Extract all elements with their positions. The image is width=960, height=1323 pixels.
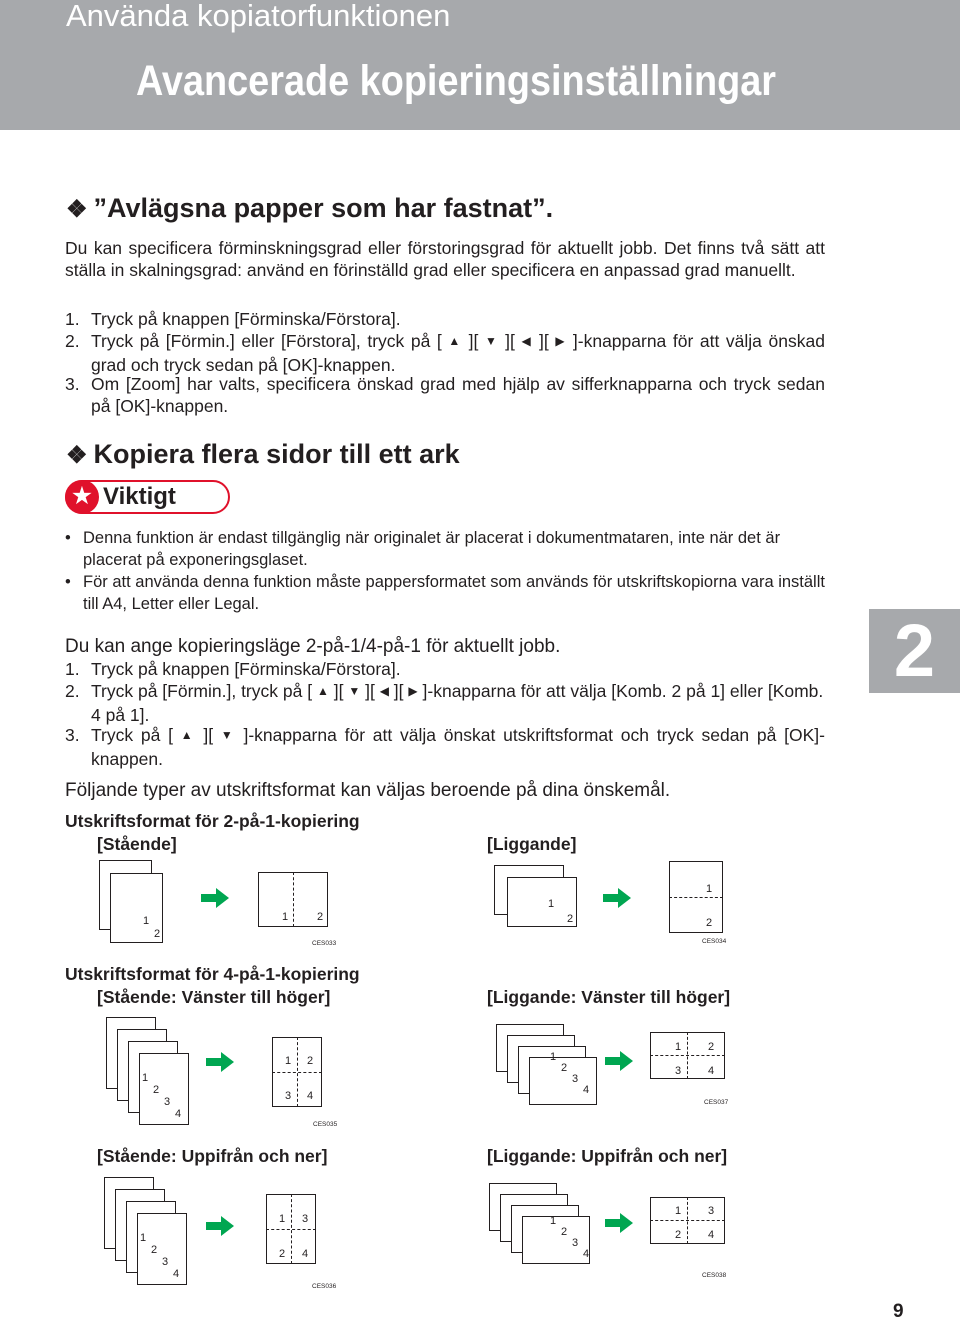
- format2-title: Utskriftsformat för 2-på-1-kopiering: [65, 811, 360, 831]
- figure-code: CES033: [312, 940, 337, 947]
- label-landscape-lr: [Liggande: Vänster till höger]: [487, 987, 731, 1007]
- right-arrow-icon: ▶: [408, 684, 418, 698]
- section1-step-1: 1. Tryck på knappen [Förminska/Förstora].: [65, 309, 401, 329]
- arrow-right-icon: [603, 888, 631, 908]
- format4-title: Utskriftsformat för 4-på-1-kopiering: [65, 964, 360, 984]
- up-arrow-icon: ▲: [180, 728, 196, 742]
- section2-step-3: 3. Tryck på [ ▲ ][ ▼ ]-knapparna för att välja önskat utskriftsformat och tryck sedan på [OK]-knappen.: [65, 725, 825, 769]
- arrow-right-icon: [201, 888, 229, 908]
- section2-step-1: 1. Tryck på knappen [Förminska/Förstora].: [65, 659, 401, 679]
- section1-step-3: 3. Om [Zoom] har valts, specificera önskad grad med hjälp av sifferknapparna och tryck sedan på [OK]-knappen.: [65, 374, 825, 416]
- label-landscape: [Liggande]: [487, 834, 577, 854]
- arrow-right-icon: [206, 1052, 234, 1072]
- figure-code: CES034: [702, 938, 727, 945]
- section-heading-paper-jam: ❖ ”Avlägsna papper som har fastnat”.: [66, 193, 554, 223]
- arrow-right-icon: [605, 1051, 633, 1071]
- left-arrow-icon: ◀: [521, 334, 533, 348]
- arrow-right-icon: [206, 1216, 234, 1236]
- up-arrow-icon: ▲: [316, 684, 329, 698]
- up-arrow-icon: ▲: [448, 334, 463, 348]
- section2-step-2: 2. Tryck på [Förmin.], tryck på [ ▲ ][ ▼ ][ ◀ ][ ▶ ]-knapparna för att välja [Komb. 2 på 1] eller [Komb. 4 på 1].: [65, 681, 824, 725]
- page-header: [0, 0, 960, 130]
- original-sheet: [137, 1213, 187, 1285]
- diamond-icon: ❖: [66, 442, 88, 469]
- following-text: Följande typer av utskriftsformat kan väljas beroende på dina önskemål.: [65, 780, 671, 801]
- figure-code: CES037: [704, 1099, 729, 1106]
- down-arrow-icon: ▼: [484, 334, 499, 348]
- label-portrait-tb: [Stående: Uppifrån och ner]: [97, 1146, 328, 1166]
- important-label: ★ Viktigt: [65, 480, 230, 514]
- right-arrow-icon: ▶: [555, 334, 567, 348]
- label-portrait: [Stående]: [97, 834, 177, 854]
- down-arrow-icon: ▼: [348, 684, 361, 698]
- figure-code: CES035: [313, 1121, 338, 1128]
- original-sheet: [139, 1053, 189, 1125]
- arrow-right-icon: [605, 1213, 633, 1233]
- important-bullet-2: • För att använda denna funktion måste pappersformatet som används för utskriftskopiorna vara inställt till A4, Letter eller Legal.: [65, 573, 825, 613]
- diamond-icon: ❖: [66, 196, 88, 223]
- down-arrow-icon: ▼: [220, 728, 236, 742]
- section-heading-combine: ❖ Kopiera flera sidor till ett ark: [66, 439, 460, 469]
- section1-intro: Du kan specificera förminskningsgrad eller förstoringsgrad för aktuellt jobb. Det finns två sätt att ställa in skalningsgrad: använd en förinställd grad eller specificera en anpassad grad manuellt.: [65, 238, 825, 280]
- page-title: Avancerade kopieringsinställningar: [136, 57, 776, 105]
- label-portrait-lr: [Stående: Vänster till höger]: [97, 987, 331, 1007]
- chapter-tab: 2: [869, 609, 960, 693]
- label-landscape-tb: [Liggande: Uppifrån och ner]: [487, 1146, 728, 1166]
- section1-step-2: 2. Tryck på [Förmin.] eller [Förstora], tryck på [ ▲ ][ ▼ ][ ◀ ][ ▶ ]-knapparna för att välja önskad grad och tryck sedan på [OK]-knappen.: [65, 331, 825, 375]
- figure-code: CES038: [702, 1272, 727, 1279]
- left-arrow-icon: ◀: [379, 684, 389, 698]
- important-bullet-1: • Denna funktion är endast tillgänglig när originalet är placerat i dokumentmataren, inte när det är placerat på exponeringsglaset.: [65, 529, 781, 569]
- star-icon: ★: [65, 480, 99, 514]
- chapter-title: Använda kopiatorfunktionen: [66, 0, 451, 33]
- section2-intro: Du kan ange kopieringsläge 2-på-1/4-på-1 för aktuellt jobb.: [65, 636, 561, 657]
- page-number: 9: [893, 1301, 904, 1322]
- figure-code: CES036: [312, 1283, 337, 1290]
